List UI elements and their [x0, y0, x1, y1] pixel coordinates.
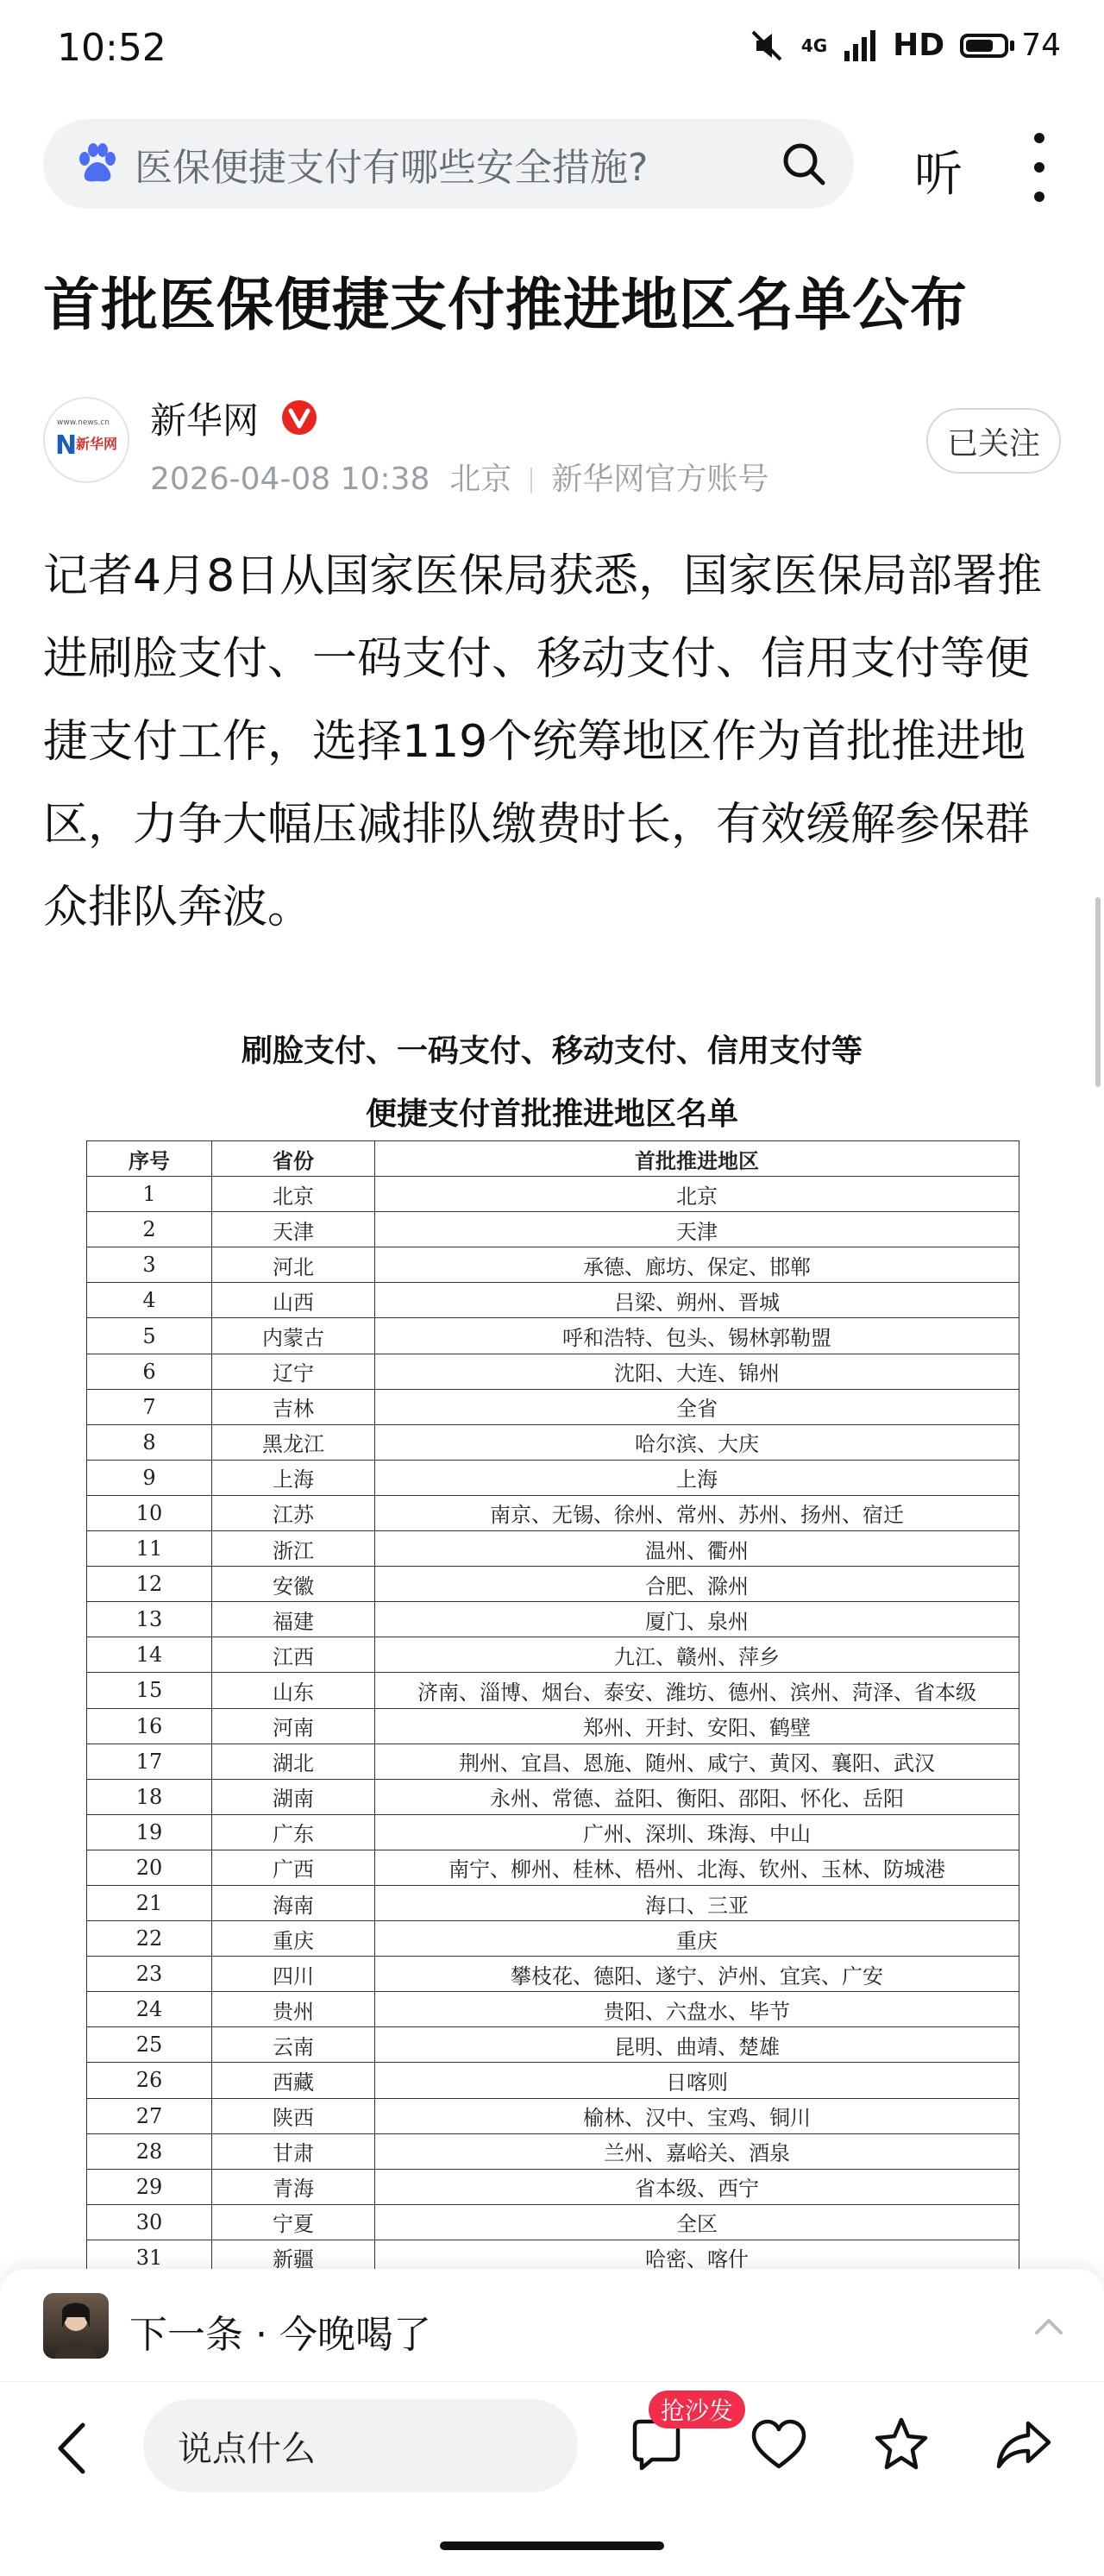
battery-icon	[960, 34, 1008, 58]
table-row	[87, 1957, 1019, 1992]
row-seq: 25	[87, 2027, 212, 2063]
status-time: 10:52	[57, 26, 166, 70]
row-seq: 21	[87, 1885, 212, 1920]
row-province: 吉林	[212, 1389, 375, 1424]
row-seq: 27	[87, 2098, 212, 2133]
table-row	[87, 1177, 1019, 1212]
row-regions: 广州、深圳、珠海、中山	[375, 1814, 1019, 1850]
svg-text:www.news.cn: www.news.cn	[57, 418, 110, 427]
row-regions: 日喀则	[375, 2063, 1019, 2098]
table-row	[87, 2027, 1019, 2063]
author-meta	[150, 455, 768, 499]
row-province: 湖北	[212, 1744, 375, 1779]
table-row	[87, 1708, 1019, 1744]
row-province: 甘肃	[212, 2133, 375, 2169]
row-seq: 14	[87, 1637, 212, 1673]
table-row	[87, 1424, 1019, 1460]
table-row	[87, 1318, 1019, 1354]
listen-button[interactable]: 听	[914, 147, 963, 203]
row-province: 北京	[212, 1177, 375, 1212]
row-regions: 北京	[375, 1177, 1019, 1212]
author-name[interactable]: 新华网	[150, 399, 260, 442]
row-province: 广东	[212, 1814, 375, 1850]
row-seq: 7	[87, 1389, 212, 1424]
row-regions: 重庆	[375, 1921, 1019, 1957]
table-row	[87, 1992, 1019, 2027]
row-province: 安徽	[212, 1567, 375, 1602]
row-regions: 南京、无锡、徐州、常州、苏州、扬州、宿迁	[375, 1495, 1019, 1530]
table-row	[87, 2098, 1019, 2133]
row-province: 新疆	[212, 2240, 375, 2269]
row-regions: 榆林、汉中、宝鸡、铜川	[375, 2098, 1019, 2133]
table-row	[87, 1389, 1019, 1424]
row-province: 浙江	[212, 1531, 375, 1567]
home-indicator[interactable]	[440, 2541, 664, 2550]
row-regions: 贵阳、六盘水、毕节	[375, 1992, 1019, 2027]
scrollbar-thumb[interactable]	[1095, 897, 1101, 1087]
article-title: 首批医保便捷支付推进地区名单公布	[43, 272, 968, 338]
table-row	[87, 1602, 1019, 1637]
row-regions: 沈阳、大连、锦州	[375, 1354, 1019, 1389]
table-row	[87, 1283, 1019, 1318]
mute-icon	[748, 28, 786, 63]
next-article-thumbnail	[43, 2293, 109, 2359]
row-seq: 9	[87, 1460, 212, 1495]
row-province: 福建	[212, 1602, 375, 1637]
row-regions: 省本级、西宁	[375, 2169, 1019, 2204]
hd-label: HD	[893, 28, 945, 63]
row-regions: 荆州、宜昌、恩施、随州、咸宁、黄冈、襄阳、武汉	[375, 1744, 1019, 1779]
row-seq: 17	[87, 1744, 212, 1779]
account-type: 新华网官方账号	[551, 462, 769, 497]
search-query: 医保便捷支付有哪些安全措施?	[135, 146, 649, 190]
row-province: 四川	[212, 1957, 375, 1992]
row-province: 黑龙江	[212, 1424, 375, 1460]
table-row	[87, 1637, 1019, 1673]
table-row	[87, 1850, 1019, 1885]
search-input[interactable]	[43, 119, 854, 209]
header-regions: 首批推进地区	[375, 1141, 1019, 1177]
header-seq: 序号	[87, 1141, 212, 1177]
row-seq: 8	[87, 1424, 212, 1460]
row-regions: 呼和浩特、包头、锡林郭勒盟	[375, 1318, 1019, 1354]
row-province: 山东	[212, 1673, 375, 1708]
row-province: 海南	[212, 1885, 375, 1920]
sofa-badge: 抢沙发	[649, 2391, 745, 2428]
row-regions: 上海	[375, 1460, 1019, 1495]
row-seq: 19	[87, 1814, 212, 1850]
row-seq: 5	[87, 1318, 212, 1354]
figure-title-line2: 便捷支付首批推进地区名单	[365, 1096, 738, 1132]
battery-level: 74	[1021, 28, 1061, 63]
share-icon[interactable]	[994, 2415, 1054, 2475]
status-icons	[748, 28, 1061, 63]
bottom-action-bar	[0, 2381, 1104, 2520]
row-regions: 全省	[375, 1389, 1019, 1424]
next-article-bar[interactable]	[0, 2269, 1104, 2381]
row-seq: 11	[87, 1531, 212, 1567]
row-seq: 29	[87, 2169, 212, 2204]
publish-date: 2026-04-08 10:38	[150, 462, 430, 497]
row-seq: 10	[87, 1495, 212, 1530]
table-row	[87, 1779, 1019, 1814]
table-row	[87, 2240, 1019, 2269]
row-regions: 南宁、柳州、桂林、梧州、北海、钦州、玉林、防城港	[375, 1850, 1019, 1885]
header-province: 省份	[212, 1141, 375, 1177]
row-province: 江苏	[212, 1495, 375, 1530]
star-icon[interactable]	[871, 2415, 932, 2475]
row-regions: 九江、赣州、萍乡	[375, 1637, 1019, 1673]
row-province: 广西	[212, 1850, 375, 1885]
table-header-row	[87, 1141, 1019, 1177]
row-seq: 13	[87, 1602, 212, 1637]
row-seq: 4	[87, 1283, 212, 1318]
row-seq: 2	[87, 1212, 212, 1247]
row-regions: 合肥、滁州	[375, 1567, 1019, 1602]
heart-icon[interactable]	[749, 2415, 809, 2475]
table-row	[87, 1212, 1019, 1247]
row-seq: 15	[87, 1673, 212, 1708]
row-province: 青海	[212, 2169, 375, 2204]
verified-icon	[281, 399, 317, 436]
table-row	[87, 1354, 1019, 1389]
row-province: 云南	[212, 2027, 375, 2063]
search-icon[interactable]	[780, 140, 828, 188]
row-regions: 郑州、开封、安阳、鹤壁	[375, 1708, 1019, 1744]
figure-title-line1: 刷脸支付、一码支付、移动支付、信用支付等	[241, 1033, 862, 1069]
battery-indicator	[960, 28, 1061, 63]
region-table	[86, 1140, 1019, 2269]
region-list-figure[interactable]	[43, 1001, 1061, 2269]
svg-text:新华网: 新华网	[76, 436, 118, 452]
table-row	[87, 1567, 1019, 1602]
row-seq: 6	[87, 1354, 212, 1389]
row-seq: 22	[87, 1921, 212, 1957]
table-row	[87, 1460, 1019, 1495]
row-regions: 承德、廊坊、保定、邯郸	[375, 1247, 1019, 1283]
more-icon[interactable]	[1026, 133, 1052, 202]
row-province: 河北	[212, 1247, 375, 1283]
table-row	[87, 1885, 1019, 1920]
row-seq: 3	[87, 1247, 212, 1283]
row-province: 上海	[212, 1460, 375, 1495]
row-province: 内蒙古	[212, 1318, 375, 1354]
publish-location: 北京	[449, 462, 512, 497]
row-province: 辽宁	[212, 1354, 375, 1389]
row-seq: 24	[87, 1992, 212, 2027]
row-regions: 兰州、嘉峪关、酒泉	[375, 2133, 1019, 2169]
row-province: 山西	[212, 1283, 375, 1318]
row-seq: 18	[87, 1779, 212, 1814]
comment-placeholder: 说点什么	[178, 2428, 316, 2469]
table-row	[87, 1495, 1019, 1530]
row-regions: 吕梁、朔州、晋城	[375, 1283, 1019, 1318]
row-province: 贵州	[212, 1992, 375, 2027]
row-province: 宁夏	[212, 2204, 375, 2240]
row-seq: 12	[87, 1567, 212, 1602]
row-regions: 永州、常德、益阳、衡阳、邵阳、怀化、岳阳	[375, 1779, 1019, 1814]
row-seq: 20	[87, 1850, 212, 1885]
row-regions: 昆明、曲靖、楚雄	[375, 2027, 1019, 2063]
row-regions: 海口、三亚	[375, 1885, 1019, 1920]
row-seq: 30	[87, 2204, 212, 2240]
next-article-label: 下一条 · 今晚喝了	[129, 2313, 431, 2357]
search-row	[0, 112, 1104, 216]
follow-button[interactable]: 已关注	[926, 408, 1061, 474]
avatar[interactable]	[43, 397, 129, 483]
row-seq: 1	[87, 1177, 212, 1212]
row-seq: 26	[87, 2063, 212, 2098]
back-icon[interactable]	[48, 2418, 100, 2479]
author-row	[43, 393, 1061, 496]
row-province: 河南	[212, 1708, 375, 1744]
chevron-up-icon[interactable]	[1032, 2310, 1066, 2345]
status-bar	[0, 0, 1104, 104]
network-label: 4G	[800, 35, 828, 56]
row-regions: 全区	[375, 2204, 1019, 2240]
svg-text:N: N	[55, 430, 78, 461]
row-regions: 哈尔滨、大庆	[375, 1424, 1019, 1460]
table-row	[87, 1921, 1019, 1957]
table-row	[87, 2063, 1019, 2098]
xinhua-logo	[45, 399, 128, 481]
row-regions: 济南、淄博、烟台、泰安、潍坊、德州、滨州、菏泽、省本级	[375, 1673, 1019, 1708]
row-province: 湖南	[212, 1779, 375, 1814]
row-seq: 28	[87, 2133, 212, 2169]
table-row	[87, 1247, 1019, 1283]
row-province: 天津	[212, 1212, 375, 1247]
table-row	[87, 2133, 1019, 2169]
table-row	[87, 1814, 1019, 1850]
row-province: 西藏	[212, 2063, 375, 2098]
row-province: 江西	[212, 1637, 375, 1673]
signal-icon	[843, 30, 877, 61]
comment-input[interactable]	[143, 2399, 578, 2492]
article-body: 记者4月8日从国家医保局获悉，国家医保局部署推进刷脸支付、一码支付、移动支付、信用支付等便捷支付工作，选择119个统筹地区作为首批推进地区，力争大幅压减排队缴费时长，有效缓解参保群众排队奔波。	[43, 550, 1043, 933]
row-regions: 攀枝花、德阳、遂宁、泸州、宜宾、广安	[375, 1957, 1019, 1992]
table-row	[87, 1673, 1019, 1708]
table-row	[87, 2169, 1019, 2204]
row-regions: 天津	[375, 1212, 1019, 1247]
table-row	[87, 1744, 1019, 1779]
row-province: 重庆	[212, 1921, 375, 1957]
row-seq: 31	[87, 2240, 212, 2269]
row-seq: 23	[87, 1957, 212, 1992]
row-regions: 厦门、泉州	[375, 1602, 1019, 1637]
row-province: 陕西	[212, 2098, 375, 2133]
row-regions: 哈密、喀什	[375, 2240, 1019, 2269]
table-row	[87, 2204, 1019, 2240]
row-regions: 温州、衢州	[375, 1531, 1019, 1567]
row-seq: 16	[87, 1708, 212, 1744]
table-row	[87, 1531, 1019, 1567]
baidu-paw-icon	[72, 140, 121, 188]
